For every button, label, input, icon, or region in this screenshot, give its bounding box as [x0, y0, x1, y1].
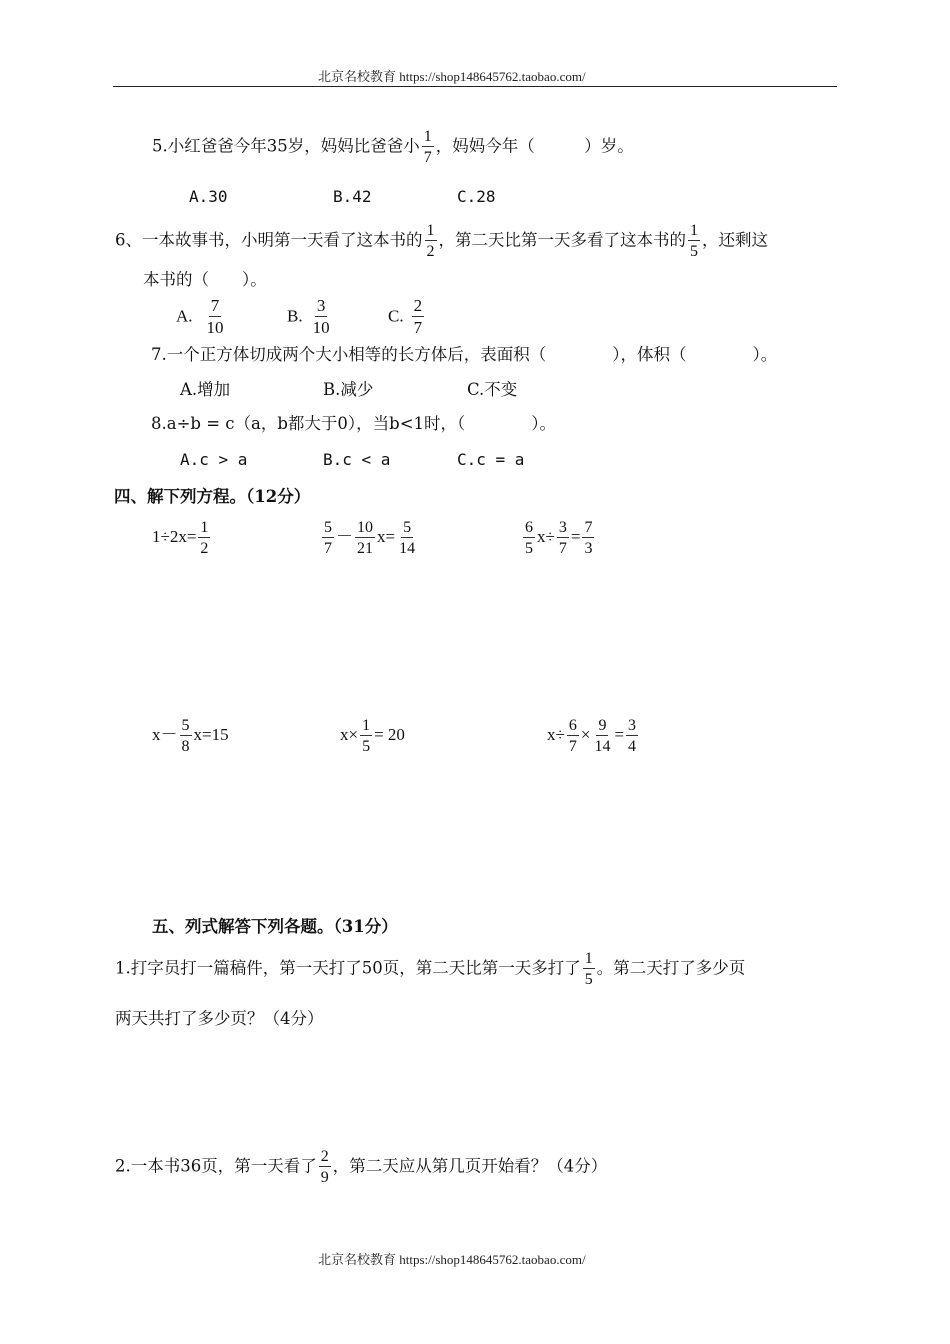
equation-6: x÷ $\frac{6}{7}$ × $\frac{9}{14}$ = $\frac{3}{4}$ [547, 717, 637, 755]
q6-part3: ，还剩这 [702, 230, 768, 250]
q5-suffix: ，妈妈今年（ ）岁。 [435, 136, 634, 156]
equation-4: x－ $\frac{5}{8}$ x=15 [152, 717, 229, 755]
question-6 [115, 222, 768, 260]
q7-option-c: C.不变 [467, 380, 518, 399]
equation-1: 1÷2x= $\frac{1}{2}$ [152, 519, 209, 557]
q6-option-b: B. $\frac{3}{10}$ [287, 296, 330, 337]
q6-line-2: 本书的（ ）。 [143, 270, 267, 289]
q5-prefix: 5.小红爸爸今年35岁，妈妈比爸爸小 [152, 136, 420, 156]
section-4-title: 四、解下列方程。（12分） [114, 487, 311, 506]
q7-option-b: B.减少 [323, 380, 374, 399]
q8-option-b: B.c < a [323, 450, 391, 469]
problem-1-line-2: 两天共打了多少页？（4分） [115, 1009, 324, 1028]
question-7: 7.一个正方体切成两个大小相等的长方体后，表面积（ ），体积（ ）。 [151, 345, 778, 364]
q6-option-a: A. $\frac{7}{10}$ [176, 296, 224, 337]
equation-5: x× $\frac{1}{5}$ = 20 [340, 717, 405, 755]
question-5 [152, 128, 634, 166]
problem-2: 2.一本书36页，第一天看了 $\frac{2}{9}$ ，第二天应从第几页开始看？（4分） [115, 1148, 608, 1186]
q6-fraction-2: $\frac{1}{5}$ [690, 222, 698, 260]
p2-fraction: $\frac{2}{9}$ [320, 1148, 329, 1186]
problem-1: 1.打字员打一篇稿件，第一天打了50页，第二天比第一天多打了 $\frac{1}{5}$ 。第二天打了多少页 [115, 950, 746, 988]
p1-fraction: $\frac{1}{5}$ [584, 950, 593, 988]
section-5-title: 五、列式解答下列各题。（31分） [152, 917, 398, 936]
q5-option-c: C.28 [457, 187, 496, 206]
q6-option-c: C. $\frac{2}{7}$ [388, 296, 423, 337]
equation-2: $\frac{5}{7}$ － $\frac{10}{21}$ x= $\frac{5}{14}$ [324, 519, 416, 557]
q5-fraction: $\frac{1}{7}$ [423, 128, 432, 166]
q6-part2: ，第二天比第一天多看了这本书的 [438, 230, 686, 250]
question-8: 8.a÷b = c（a，b都大于0），当b<1时，（ ）。 [151, 414, 557, 433]
q5-option-a: A.30 [189, 187, 228, 206]
q7-option-a: A.增加 [180, 380, 231, 399]
q5-option-b: B.42 [333, 187, 372, 206]
q6-part1: 6、一本故事书，小明第一天看了这本书的 [115, 230, 423, 250]
page-header: 北京名校教育 https://shop148645762.taobao.com/ [318, 69, 586, 84]
page-footer: 北京名校教育 https://shop148645762.taobao.com/ [318, 1252, 586, 1267]
q8-option-a: A.c > a [180, 450, 248, 469]
equation-3: $\frac{6}{5}$ x÷ $\frac{3}{7}$ = $\frac{7}{3}$ [525, 519, 593, 557]
q8-option-c: C.c = a [457, 450, 525, 469]
header-rule [113, 86, 837, 87]
q6-fraction-1: $\frac{1}{2}$ [426, 222, 435, 260]
